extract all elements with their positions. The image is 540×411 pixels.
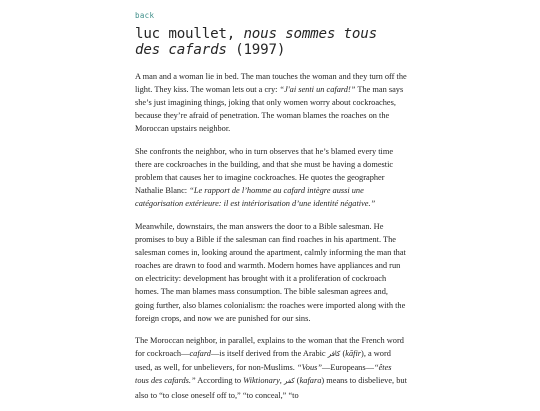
p4-text-c: ( xyxy=(340,349,346,359)
p4-text-i: ) means to disbelieve, but also to “to close oneself off to,” “to conceal,” “to xyxy=(135,376,407,400)
p4-kafara: kafara xyxy=(299,376,322,386)
article-body xyxy=(135,70,407,411)
paragraph-2 xyxy=(135,145,407,210)
p4-vous: “Vous” xyxy=(296,363,323,373)
paragraph-1-quote: “J'ai senti un cafard!” xyxy=(279,85,356,95)
p4-arabic-kafir: كافر xyxy=(327,350,341,359)
p4-text-f: According to xyxy=(195,376,244,386)
p4-text-g: , xyxy=(279,376,284,386)
back-link[interactable]: back xyxy=(135,11,155,20)
p4-kafir: kāfir xyxy=(345,349,362,359)
paragraph-1-text-b: The man says she’s just imagining things, joking that only women worry about cockroaches, because they’re afraid of penetration. The woman blames the roaches on the Moroccan upstairs neighbor. xyxy=(135,85,404,134)
p4-text-e: —Europeans— xyxy=(322,363,374,373)
p4-text-b: —is itself derived from the Arabic xyxy=(210,349,328,359)
p4-etes-tous: “êtes tous des cafards.” xyxy=(135,363,392,386)
title-director: luc moullet, xyxy=(135,26,236,42)
p4-text-d: ), a word used, as well, for unbelievers, for non-Muslims. xyxy=(135,349,391,373)
p4-text-a: The Moroccan neighbor, in parallel, explains to the woman that the French word for cockroach— xyxy=(135,336,404,359)
p4-text-h: ( xyxy=(294,376,300,386)
page-title xyxy=(135,26,407,58)
title-film: nous sommes tous des cafards xyxy=(135,26,377,58)
p4-arabic-kafara: كفر xyxy=(283,377,295,386)
paragraph-1-text-a: A man and a woman lie in bed. The man touches the woman and they turn off the light. They kiss. The woman lets out a cry: xyxy=(135,72,407,95)
title-year: (1997) xyxy=(235,42,286,58)
p4-cafard: cafard xyxy=(189,349,211,359)
paragraph-1 xyxy=(135,70,407,135)
p4-wiktionary: Wiktionary xyxy=(243,376,280,386)
paragraph-2-quote: “Le rapport de l’homme au cafard intègre aussi une catégorisation extérieure: il est intériorisation d’une identité négative.” xyxy=(135,186,376,209)
paragraph-3: Meanwhile, downstairs, the man answers the door to a Bible salesman. He promises to buy a Bible if the salesman can find roaches in his apartment. The salesman comes in, looking around the apartment, calmly informing the man that roaches are drawn to food and warmth. Modern homes have appliances and run on electricity: development has brought with it a proliferation of cockroach homes. The man blames mass consumption. The bible salesman agrees and, going further, also blames colonialism: the roaches were imported along with the foreign crops, and now we are punished for our sins. xyxy=(135,221,406,323)
paragraph-2-text: She confronts the neighbor, who in turn observes that he’s blamed every time there are cockroaches in the building, and that she must be having a domestic problem that causes her to imagine cockroaches. He quotes the geographer Nathalie Blanc: xyxy=(135,146,394,196)
paragraph-4 xyxy=(135,334,407,401)
